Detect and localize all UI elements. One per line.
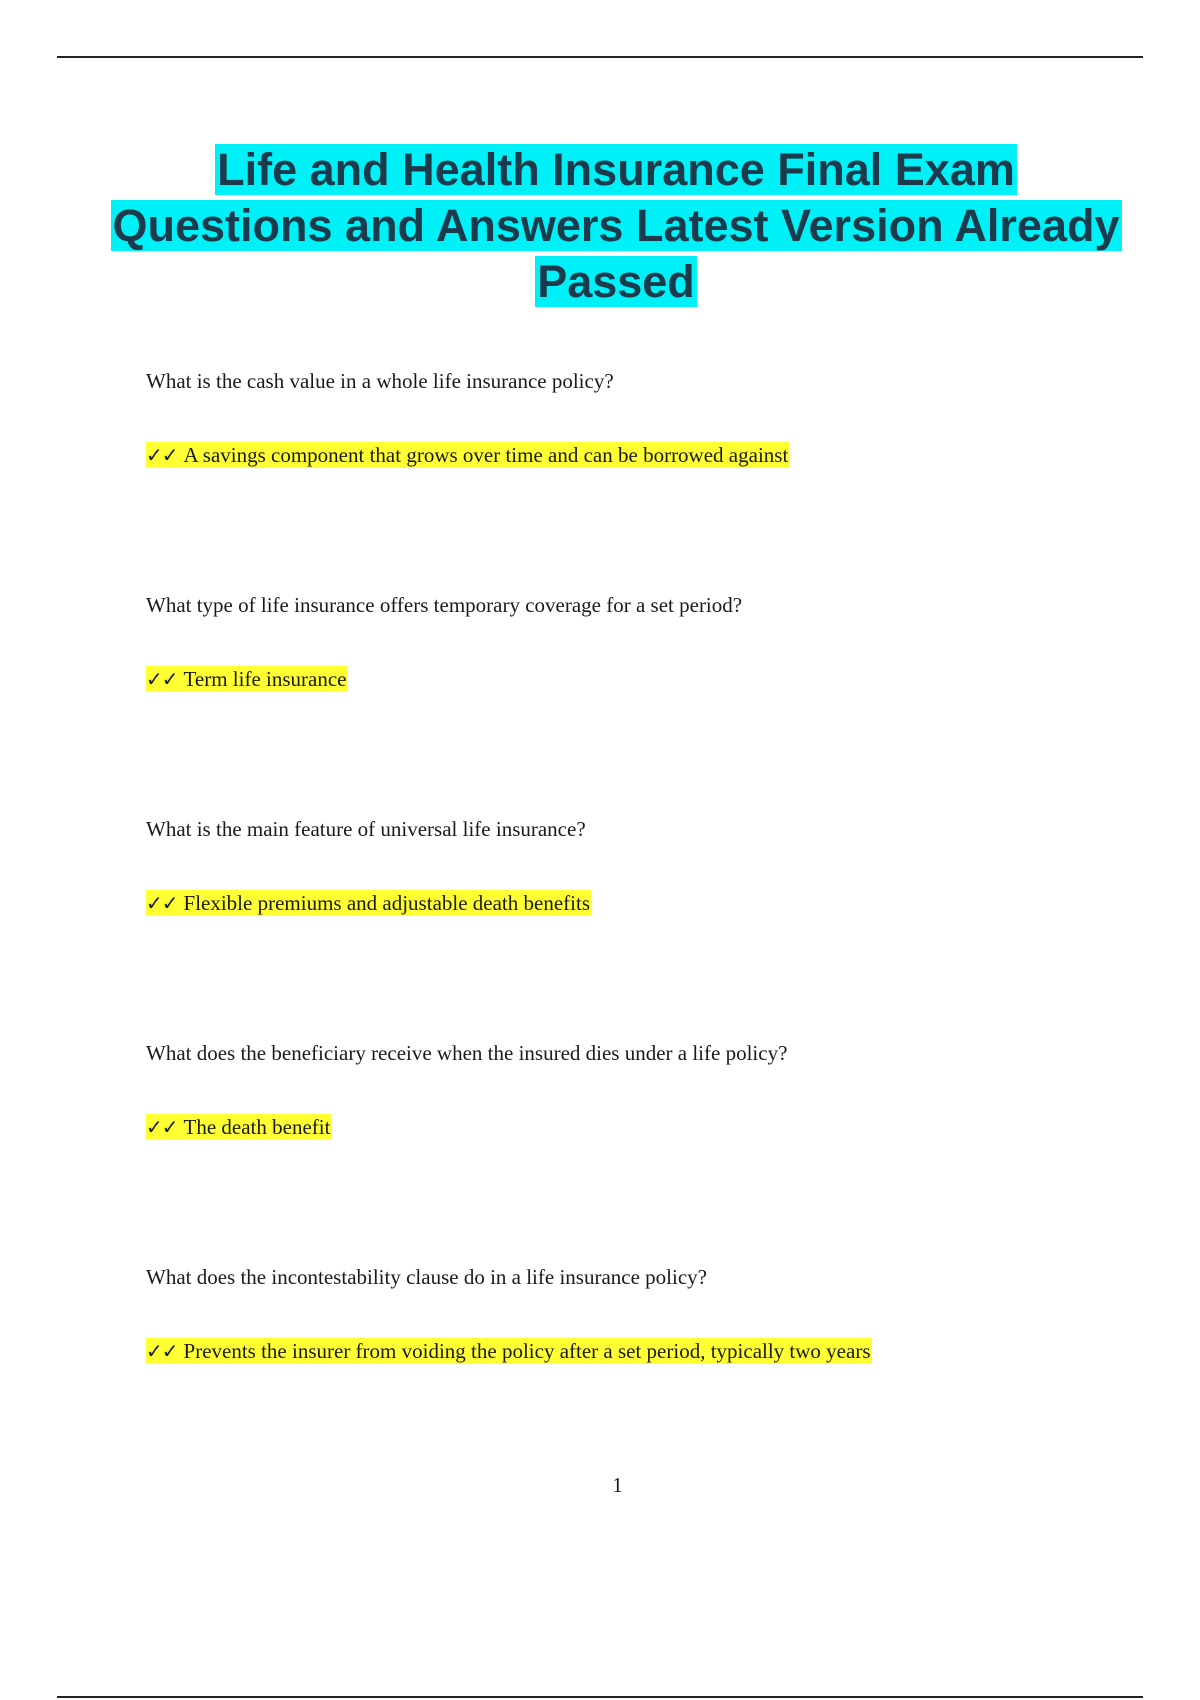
- answer: [146, 889, 1106, 917]
- answer: [146, 1113, 1106, 1141]
- question-text: What is the cash value in a whole life insurance policy?: [146, 369, 614, 393]
- answer: [146, 665, 1106, 693]
- qa-item-5: [146, 1264, 1106, 1365]
- answer-highlight: [146, 890, 591, 916]
- question-text: What is the main feature of universal life insurance?: [146, 817, 586, 841]
- document-title: [100, 142, 1132, 310]
- answer-text: The death benefit: [183, 1115, 331, 1139]
- double-check-icon: ✓✓: [146, 443, 178, 467]
- double-check-icon: ✓✓: [146, 891, 178, 915]
- qa-item-1: [146, 368, 1106, 469]
- answer-highlight: [146, 442, 789, 468]
- answer-highlight: [146, 666, 347, 692]
- answer: [146, 1337, 1106, 1365]
- question-text: What does the incontestability clause do in a life insurance policy?: [146, 1265, 707, 1289]
- answer-text: Prevents the insurer from voiding the policy after a set period, typically two years: [183, 1339, 871, 1363]
- question-text: What does the beneficiary receive when the insured dies under a life policy?: [146, 1041, 788, 1065]
- double-check-icon: ✓✓: [146, 1115, 178, 1139]
- answer-text: A savings component that grows over time and can be borrowed against: [183, 443, 789, 467]
- double-check-icon: ✓✓: [146, 667, 178, 691]
- double-check-icon: ✓✓: [146, 1339, 178, 1363]
- answer-highlight: [146, 1338, 872, 1364]
- footer-rule: [57, 1696, 1143, 1698]
- answer-text: Flexible premiums and adjustable death benefits: [183, 891, 590, 915]
- document-title-text: Life and Health Insurance Final Exam Questions and Answers Latest Version Already Passed: [112, 144, 1120, 307]
- question-text: What type of life insurance offers temporary coverage for a set period?: [146, 593, 743, 617]
- qa-item-4: [146, 1040, 1106, 1141]
- answer: [146, 441, 1106, 469]
- header-rule: [57, 56, 1143, 58]
- answer-highlight: [146, 1114, 331, 1140]
- qa-item-2: [146, 592, 1106, 693]
- page-number: 1: [612, 1473, 623, 1497]
- qa-item-3: [146, 816, 1106, 917]
- answer-text: Term life insurance: [183, 667, 347, 691]
